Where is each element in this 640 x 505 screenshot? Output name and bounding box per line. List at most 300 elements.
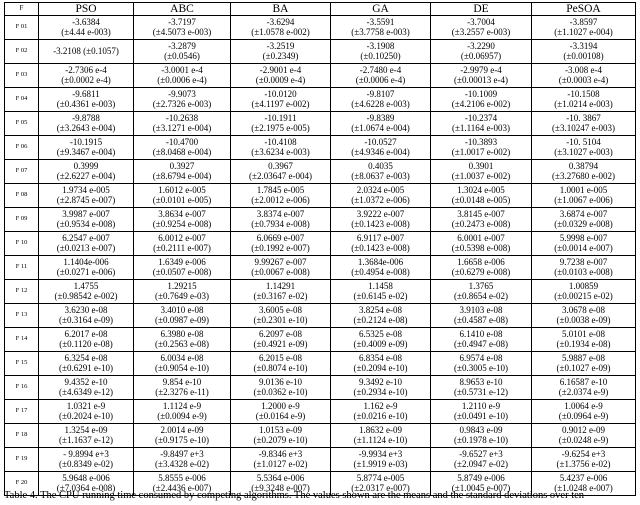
std-value: (±0.0964 e-9) — [558, 410, 609, 421]
mean-value: 1.2110 e-9 — [461, 401, 501, 412]
std-value: (±0.6279 e-008) — [451, 266, 511, 277]
result-cell — [134, 280, 231, 304]
std-value: (±0.1027 e-09) — [556, 362, 611, 373]
std-value: (±1.0017 e-002) — [451, 146, 511, 157]
result-cell — [134, 400, 231, 424]
mean-value: 6.3254 e-08 — [64, 353, 108, 364]
std-value: (±0.9254 e-008) — [152, 218, 212, 229]
mean-value: 9.0136 e-10 — [259, 377, 302, 388]
mean-value: 1.4755 — [73, 281, 99, 292]
result-cell — [231, 304, 331, 328]
mean-value: -9.6254 e+3 — [561, 449, 606, 460]
std-value: (±0.4361 e-003) — [56, 98, 116, 109]
table-row — [5, 376, 636, 400]
table-body — [5, 16, 636, 496]
header-f: F — [5, 3, 39, 16]
std-value: (±1.3756 e-02) — [556, 458, 611, 469]
std-value: (±7.0364 e-008) — [56, 482, 116, 493]
std-value: (±3.10247 e-003) — [552, 122, 615, 133]
std-value: (±8.0637 e-003) — [351, 170, 410, 181]
std-value: (±0.4009 e-09) — [353, 338, 408, 349]
mean-value: 6.0669 e-007 — [256, 233, 305, 244]
mean-value: -9.8389 — [366, 113, 395, 124]
std-value: (±1.0674 e-004) — [351, 122, 410, 133]
std-value: (±2.4436 e-007) — [152, 482, 212, 493]
mean-value: 1.3024 e-005 — [457, 185, 505, 196]
std-value: (±0.1423 e-008) — [351, 218, 410, 229]
std-value: (±0.4954 e-008) — [351, 266, 410, 277]
result-cell — [331, 64, 431, 88]
function-label: F 11 — [5, 256, 39, 280]
table-caption: Table 4. The CPU running time consumed by competing algorithms. The values shown are the means and the standard deviations over ten — [4, 490, 585, 501]
std-value: (±0.6291 e-10) — [59, 362, 113, 373]
std-value: (±2.0317 e-007) — [351, 482, 410, 493]
result-cell — [231, 40, 331, 64]
mean-value: -9.6811 — [72, 89, 100, 100]
mean-value: -9.8346 e+3 — [258, 449, 303, 460]
function-label: F 13 — [5, 304, 39, 328]
std-value: (±0.2934 e-10) — [353, 386, 408, 397]
function-label: F 01 — [5, 16, 39, 40]
table-row — [5, 328, 636, 352]
mean-value: 1.3684e-006 — [357, 257, 404, 268]
result-cell — [39, 16, 134, 40]
result-cell — [39, 400, 134, 424]
result-cell — [231, 64, 331, 88]
std-value: (±0.0067 e-008) — [251, 266, 310, 277]
std-value: (±0.0329 e-008) — [554, 218, 613, 229]
function-label: F 12 — [5, 280, 39, 304]
mean-value: 0.4035 — [368, 161, 393, 172]
result-cell — [431, 16, 532, 40]
function-label: F 10 — [5, 232, 39, 256]
mean-value: 1.8632 e-09 — [359, 425, 402, 436]
std-value: (±1.1027 e-004) — [554, 26, 613, 37]
result-cell — [331, 184, 431, 208]
std-value: (±0.98542 e-002) — [54, 290, 118, 301]
result-cell — [431, 448, 532, 472]
mean-value: -3.7004 — [467, 17, 495, 28]
result-cell — [431, 88, 532, 112]
std-value: (±3.1271 e-004) — [152, 122, 212, 133]
result-cell — [39, 208, 134, 232]
mean-value: 0.3999 — [73, 161, 99, 172]
result-cell — [134, 424, 231, 448]
mean-value: -10.0120 — [264, 89, 297, 100]
std-value: (±0.0271 e-006) — [56, 266, 116, 277]
result-cell — [431, 232, 532, 256]
std-value: (±4.2106 e-002) — [451, 98, 511, 109]
result-cell — [231, 112, 331, 136]
mean-value: -3.2108 (±0.1057) — [53, 45, 119, 56]
std-value: (±3.4328 e-02) — [155, 458, 209, 469]
std-value: (±0.2473 e-008) — [451, 218, 511, 229]
result-cell — [39, 88, 134, 112]
table-row — [5, 256, 636, 280]
mean-value: 9.99267 e-007 — [254, 257, 307, 268]
mean-value: 6.2547 e-007 — [62, 233, 110, 244]
std-value: (±0.00108) — [563, 50, 604, 61]
std-value: (±2.0374 e-9) — [558, 386, 609, 397]
result-cell — [39, 136, 134, 160]
result-cell — [231, 400, 331, 424]
result-cell — [134, 160, 231, 184]
mean-value: 0.3927 — [169, 161, 195, 172]
mean-value: -9.6527 e+3 — [459, 449, 503, 460]
table-row — [5, 280, 636, 304]
result-cell — [231, 88, 331, 112]
mean-value: 1.9734 e-005 — [62, 185, 110, 196]
mean-value: 0.9012 e-09 — [562, 425, 605, 436]
std-value: (±0.5731 e-12) — [454, 386, 508, 397]
result-cell — [39, 160, 134, 184]
result-cell — [331, 40, 431, 64]
result-cell — [331, 112, 431, 136]
std-value: (±2.7326 e-003) — [152, 98, 212, 109]
std-value: (±4.5073 e-003) — [152, 26, 212, 37]
std-value: (±0.0216 e-10) — [353, 410, 408, 421]
std-value: (±3.27680 e-002) — [552, 170, 615, 181]
mean-value: -3.8597 — [569, 17, 598, 28]
result-cell — [431, 280, 532, 304]
std-value: (±0.2301 e-10) — [253, 314, 308, 325]
std-value: (±0.0148 e-005) — [451, 194, 511, 205]
function-label: F 04 — [5, 88, 39, 112]
mean-value: 1.0001 e-005 — [559, 185, 608, 196]
mean-value: 1.00859 — [568, 281, 599, 292]
mean-value: 3.9987 e-007 — [62, 209, 110, 220]
std-value: (±0.0006 e-4) — [355, 74, 406, 85]
result-cell — [331, 448, 431, 472]
mean-value: 3.8634 e-007 — [158, 209, 206, 220]
std-value: (±0.0507 e-008) — [152, 266, 212, 277]
std-value: (±0.7649 e-03) — [155, 290, 209, 301]
result-cell — [39, 424, 134, 448]
function-label: F 06 — [5, 136, 39, 160]
function-label: F 15 — [5, 352, 39, 376]
mean-value: -9.9934 e+3 — [358, 449, 403, 460]
result-cell — [39, 232, 134, 256]
result-cell — [431, 352, 532, 376]
std-value: (±0.0362 e-10) — [253, 386, 308, 397]
result-cell — [532, 40, 636, 64]
result-cell — [134, 208, 231, 232]
std-value: (±2.6227 e-004) — [56, 170, 116, 181]
result-cell — [532, 352, 636, 376]
std-value: (±0.3167 e-02) — [253, 290, 308, 301]
result-cell — [532, 328, 636, 352]
table-row — [5, 400, 636, 424]
table-row — [5, 184, 636, 208]
std-value: (±0.2079 e-10) — [253, 434, 308, 445]
result-cell — [331, 232, 431, 256]
result-cell — [532, 184, 636, 208]
mean-value: 1.162 e-9 — [363, 401, 398, 412]
result-cell — [231, 208, 331, 232]
mean-value: 5.9887 e-08 — [562, 353, 605, 364]
std-value: (±3.6234 e-003) — [251, 146, 310, 157]
mean-value: 5.5364 e-006 — [256, 473, 305, 484]
std-value: (±0.0546) — [164, 50, 200, 61]
result-cell — [532, 448, 636, 472]
mean-value: 2.0324 e-005 — [356, 185, 405, 196]
result-cell — [231, 448, 331, 472]
result-cell — [134, 232, 231, 256]
table-row — [5, 448, 636, 472]
result-cell — [431, 64, 532, 88]
std-value: (±0.0101 e-005) — [152, 194, 212, 205]
mean-value: 1.1458 — [368, 281, 393, 292]
std-value: (±0.9534 e-008) — [56, 218, 116, 229]
function-label: F 03 — [5, 64, 39, 88]
table-row — [5, 16, 636, 40]
std-value: (±9.3248 e-007) — [251, 482, 310, 493]
table-row — [5, 40, 636, 64]
function-label: F 14 — [5, 328, 39, 352]
result-cell — [532, 160, 636, 184]
mean-value: -10.4108 — [264, 137, 297, 148]
std-value: (±0.1992 e-007) — [251, 242, 310, 253]
result-cell — [39, 328, 134, 352]
mean-value: 3.8145 e-007 — [457, 209, 505, 220]
std-value: (±0.2111 e-007) — [153, 242, 211, 253]
std-value: (±4.6349 e-12) — [59, 386, 113, 397]
result-cell — [39, 352, 134, 376]
mean-value: -9.9073 — [168, 89, 196, 100]
mean-value: 5.9998 e-007 — [559, 233, 608, 244]
mean-value: -3.2519 — [266, 41, 295, 52]
std-value: (±1.0578 e-002) — [251, 26, 310, 37]
result-cell — [532, 88, 636, 112]
header-pso: PSO — [39, 3, 134, 16]
table-row — [5, 352, 636, 376]
result-cell — [431, 40, 532, 64]
std-value: (±0.2124 e-08) — [353, 314, 408, 325]
mean-value: -10.4700 — [165, 137, 199, 148]
mean-value: -10.1915 — [69, 137, 103, 148]
mean-value: 6.1410 e-08 — [459, 329, 503, 340]
std-value: (±0.1120 e-08) — [59, 338, 113, 349]
result-cell — [231, 352, 331, 376]
result-cell — [39, 256, 134, 280]
mean-value: -3.6384 — [72, 17, 100, 28]
table-row — [5, 424, 636, 448]
result-cell — [331, 136, 431, 160]
mean-value: -10.2374 — [464, 113, 498, 124]
mean-value: 3.6874 e-007 — [559, 209, 608, 220]
result-cell — [331, 376, 431, 400]
std-value: (±0.7934 e-008) — [251, 218, 310, 229]
table-row — [5, 112, 636, 136]
result-cell — [532, 208, 636, 232]
mean-value: -3.1908 — [366, 41, 395, 52]
table-row — [5, 208, 636, 232]
mean-value: 1.0064 e-9 — [564, 401, 603, 412]
std-value: (±3.7758 e-003) — [351, 26, 410, 37]
std-value: (±0.2024 e-10) — [59, 410, 113, 421]
std-value: (±1.1124 e-10) — [353, 434, 408, 445]
std-value: (±0.2094 e-10) — [353, 362, 408, 373]
result-cell — [134, 88, 231, 112]
header-abc: ABC — [134, 3, 231, 16]
result-cell — [231, 16, 331, 40]
function-label: F 20 — [5, 472, 39, 496]
result-cell — [134, 328, 231, 352]
std-value: (±0.8349 e-02) — [59, 458, 113, 469]
std-value: (±0.0213 e-007) — [56, 242, 116, 253]
result-cell — [532, 280, 636, 304]
result-cell — [231, 376, 331, 400]
mean-value: 1.0321 e-9 — [66, 401, 106, 412]
mean-value: 6.0034 e-08 — [160, 353, 204, 364]
mean-value: 8.9653 e-10 — [459, 377, 503, 388]
result-cell — [331, 352, 431, 376]
mean-value: 5.4237 e-006 — [559, 473, 608, 484]
std-value: (±4.44 e-003) — [61, 26, 111, 37]
function-label: F 17 — [5, 400, 39, 424]
std-value: (±0.1978 e-10) — [454, 434, 508, 445]
mean-value: -10.3893 — [464, 137, 498, 148]
result-cell — [39, 280, 134, 304]
result-cell — [331, 424, 431, 448]
std-value: (±0.3005 e-10) — [454, 362, 508, 373]
result-cell — [431, 160, 532, 184]
mean-value: -10.2638 — [165, 113, 199, 124]
std-value: (±2.03647 e-004) — [249, 170, 312, 181]
mean-value: 3.0678 e-08 — [562, 305, 605, 316]
result-cell — [431, 256, 532, 280]
std-value: (±2.3276 e-11) — [155, 386, 209, 397]
result-cell — [39, 304, 134, 328]
mean-value: 5.8555 e-006 — [158, 473, 206, 484]
function-label: F 18 — [5, 424, 39, 448]
function-label: F 19 — [5, 448, 39, 472]
result-cell — [134, 40, 231, 64]
table-row — [5, 232, 636, 256]
result-cell — [331, 304, 431, 328]
std-value: (±2.0947 e-02) — [454, 458, 508, 469]
std-value: (±0.0002 e-4) — [61, 74, 111, 85]
std-value: (±4.6228 e-003) — [351, 98, 410, 109]
mean-value: 3.4010 e-08 — [160, 305, 204, 316]
result-cell — [134, 256, 231, 280]
mean-value: 1.2000 e-9 — [261, 401, 300, 412]
mean-value: 1.29215 — [167, 281, 197, 292]
header-ga: GA — [331, 3, 431, 16]
std-value: (±1.0248 e-007) — [554, 482, 613, 493]
results-table — [4, 2, 636, 496]
mean-value: 1.0153 e-09 — [259, 425, 302, 436]
std-value: (±0.1423 e-008) — [351, 242, 410, 253]
result-cell — [134, 112, 231, 136]
result-cell — [532, 256, 636, 280]
table-row — [5, 136, 636, 160]
std-value: (±1.0214 e-003) — [554, 98, 613, 109]
result-cell — [231, 280, 331, 304]
mean-value: 6.3980 e-08 — [160, 329, 204, 340]
result-cell — [134, 184, 231, 208]
mean-value: -2.7306 e-4 — [65, 65, 107, 76]
mean-value: 1.6349 e-006 — [158, 257, 206, 268]
result-cell — [431, 304, 532, 328]
mean-value: 9.7238 e-007 — [559, 257, 608, 268]
std-value: (±1.0067 e-006) — [554, 194, 613, 205]
std-value: (±1.9919 e-03) — [353, 458, 408, 469]
mean-value: 1.3765 — [468, 281, 494, 292]
std-value: (±0.6145 e-02) — [353, 290, 408, 301]
std-value: (±0.10250) — [360, 50, 401, 61]
mean-value: -3.7197 — [168, 17, 196, 28]
mean-value: 1.1124 e-9 — [162, 401, 202, 412]
mean-value: 3.9222 e-007 — [356, 209, 405, 220]
mean-value: 6.5325 e-08 — [359, 329, 402, 340]
mean-value: 6.2015 e-08 — [259, 353, 302, 364]
result-cell — [134, 136, 231, 160]
result-cell — [532, 304, 636, 328]
std-value: (±2.8745 e-007) — [56, 194, 116, 205]
std-value: (±2.0012 e-006) — [251, 194, 310, 205]
result-cell — [231, 328, 331, 352]
mean-value: 5.9648 e-006 — [62, 473, 110, 484]
mean-value: 6.2097 e-08 — [259, 329, 302, 340]
result-cell — [532, 16, 636, 40]
std-value: (±3.1027 e-003) — [554, 146, 613, 157]
result-cell — [532, 64, 636, 88]
result-cell — [331, 400, 431, 424]
mean-value: 3.6230 e-08 — [64, 305, 108, 316]
mean-value: 0.38794 — [568, 161, 599, 172]
header-row — [5, 3, 636, 16]
std-value: (±0.1934 e-08) — [556, 338, 611, 349]
mean-value: 1.6658 e-006 — [457, 257, 505, 268]
mean-value: -2.9979 e-4 — [460, 65, 502, 76]
std-value: (±0.0164 e-9) — [255, 410, 306, 421]
result-cell — [39, 184, 134, 208]
mean-value: 6.0001 e-007 — [457, 233, 505, 244]
mean-value: 9.4352 e-10 — [64, 377, 108, 388]
mean-value: -3.6294 — [266, 17, 295, 28]
result-cell — [331, 160, 431, 184]
mean-value: -3.0001 e-4 — [161, 65, 203, 76]
mean-value: 0.9843 e-09 — [459, 425, 503, 436]
mean-value: -2.9001 e-4 — [259, 65, 302, 76]
result-cell — [431, 208, 532, 232]
function-label: F 08 — [5, 184, 39, 208]
result-cell — [431, 424, 532, 448]
mean-value: -3.2290 — [467, 41, 495, 52]
header-pesoa: PeSOA — [532, 3, 636, 16]
result-cell — [134, 64, 231, 88]
result-cell — [532, 112, 636, 136]
mean-value: 9.3492 e-10 — [359, 377, 402, 388]
result-cell — [431, 184, 532, 208]
std-value: (±0.0014 e-007) — [554, 242, 613, 253]
std-value: (±0.9175 e-10) — [155, 434, 209, 445]
std-value: (±2.1975 e-005) — [251, 122, 310, 133]
std-value: (±0.4947 e-08) — [454, 338, 508, 349]
mean-value: -2.7480 e-4 — [359, 65, 402, 76]
std-value: (±8.0468 e-004) — [152, 146, 212, 157]
result-cell — [331, 280, 431, 304]
result-cell — [231, 256, 331, 280]
function-label: F 07 — [5, 160, 39, 184]
header-ba: BA — [231, 3, 331, 16]
std-value: (±0.9054 e-10) — [155, 362, 209, 373]
std-value: (±0.00215 e-02) — [554, 290, 613, 301]
result-cell — [532, 232, 636, 256]
mean-value: 6.2017 e-08 — [64, 329, 108, 340]
result-cell — [331, 88, 431, 112]
